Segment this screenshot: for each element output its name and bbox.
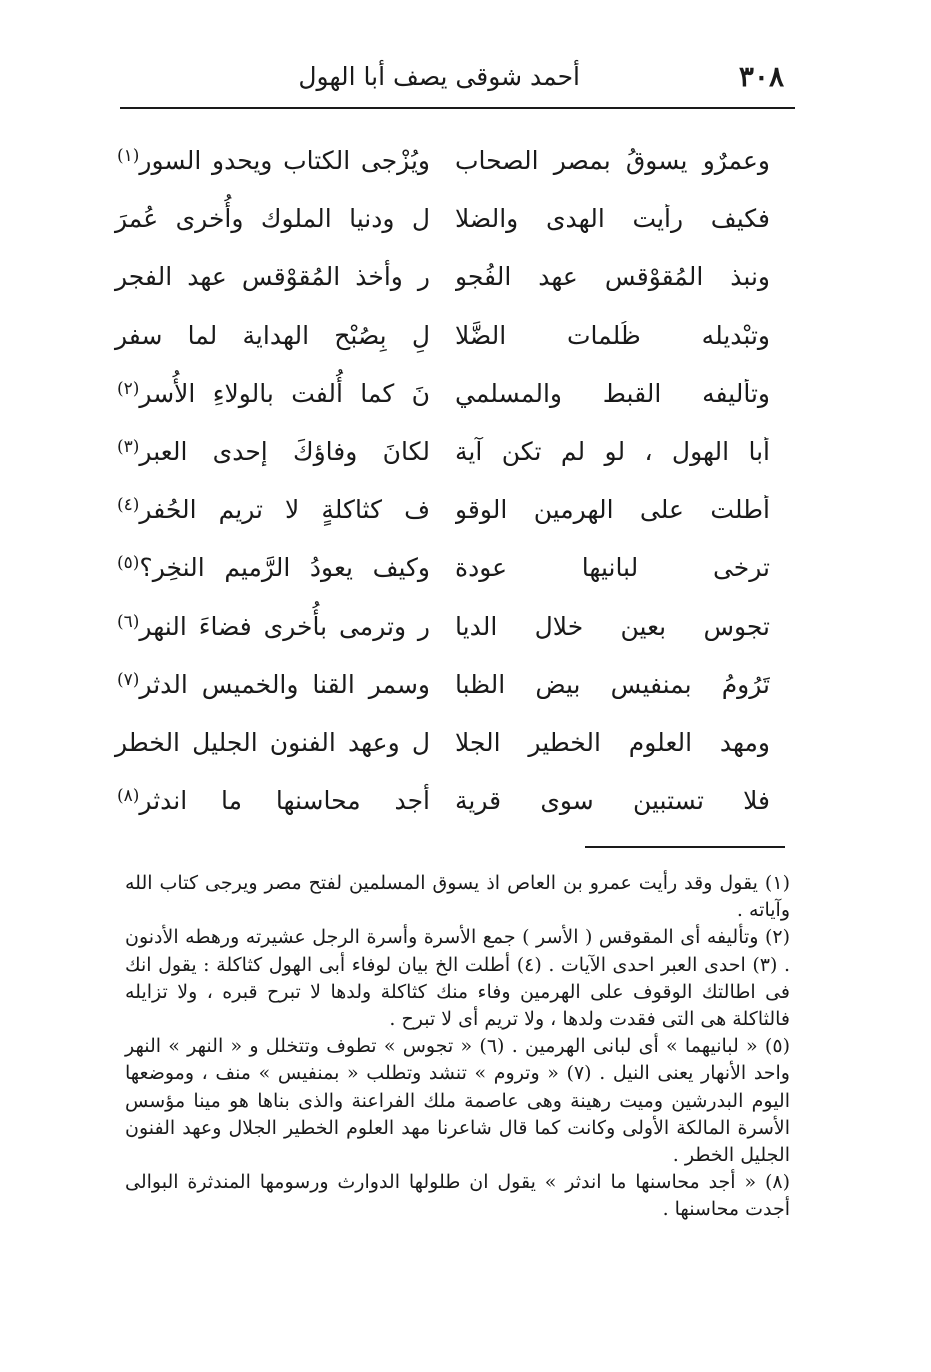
verse-second-hemistich-text: ل ودنيا الملوك وأُخرى عُمرَ bbox=[115, 204, 430, 234]
verse-second-hemistich bbox=[115, 379, 430, 408]
verse-second-hemistich bbox=[115, 204, 430, 233]
verse-line bbox=[115, 315, 770, 373]
verse-second-hemistich-text: لِ بِصُبْح الهداية لما سفر bbox=[115, 320, 430, 350]
verse-line bbox=[115, 722, 770, 780]
verse-first-hemistich: ومهد العلوم الخطير الجلا bbox=[455, 727, 770, 757]
verse-second-hemistich bbox=[115, 612, 430, 641]
verse-second-hemistich bbox=[115, 786, 430, 815]
verse-second-hemistich-text: ر وأخذ المُقوْقس عهد الفجر bbox=[115, 262, 430, 292]
header-rule bbox=[120, 107, 795, 109]
footnote-reference: (٢) bbox=[117, 378, 140, 399]
verse-first-hemistich: ونبذ المُقوْقس عهد الفُجو bbox=[455, 262, 770, 292]
verse-first-hemistich: تجوس بعين خلال الديا bbox=[455, 611, 770, 641]
verse-second-hemistich bbox=[115, 553, 430, 582]
verse-second-hemistich-text: ل وعهد الفنون الجليل الخطر bbox=[115, 727, 430, 757]
verse-line bbox=[115, 431, 770, 489]
verse-second-hemistich bbox=[115, 670, 430, 699]
footnote: (٥) « لبانيهما » أى لبانى الهرمين . (٦) « تجوس » تطوف وتتخلل و « النهر » النهر واحد الأنهار يعنى النيل . (٧) « وتروم » تنشد وتطلب « بمنفيس » منف ، وموضعها اليوم البدرشين وميت رهينة وهى عاصمة ملك الفراعنة والذى بناها هو مينا مؤسس الأسرة المالكة الأولى وكانت كما قال شاعرنا مهد العلوم الخطير الجلال وعهد الفنون الجليل الخطر . bbox=[125, 1035, 790, 1167]
footnote-rule bbox=[585, 846, 785, 848]
verse-line bbox=[115, 606, 770, 664]
verse-second-hemistich bbox=[115, 495, 430, 524]
verse-line bbox=[115, 664, 770, 722]
verse-line bbox=[115, 198, 770, 256]
footnote-reference: (٣) bbox=[117, 436, 140, 457]
verse-second-hemistich bbox=[115, 321, 430, 350]
verse-second-hemistich-text: نَ كما أُلفت بالولاءِ الأُسر bbox=[139, 378, 430, 408]
verse-first-hemistich: فلا تستبين سوى قرية bbox=[455, 786, 770, 816]
verse-first-hemistich: أطلت على الهرمين الوقو bbox=[455, 495, 770, 525]
verse-second-hemistich bbox=[115, 437, 430, 466]
verse-first-hemistich: وعمرٌو يسوقُ بمصر الصحاب bbox=[455, 146, 770, 175]
footnote-reference: (٨) bbox=[117, 786, 140, 807]
verse-second-hemistich-text: وسمر القنا والخميس الدثر bbox=[139, 669, 430, 699]
verse-first-hemistich: وتبْديله ظُلمات الضَّلا bbox=[455, 320, 770, 350]
footnote-reference: (٦) bbox=[117, 611, 140, 632]
verse-second-hemistich bbox=[115, 146, 430, 175]
poem bbox=[115, 140, 770, 838]
footnote: (٨) « أجد محاسنها ما اندثر » يقول ان طلولها الدوارث ورسومها المندثرة البوالى أجدت محاسنها . bbox=[125, 1171, 790, 1221]
footnote-reference: (١) bbox=[117, 146, 140, 166]
verse-first-hemistich: أبا الهول ، لو لم تكن آية bbox=[455, 436, 770, 466]
verse-second-hemistich-text: ف كثاكلةٍ لا تريم الحُفر bbox=[139, 495, 430, 525]
page-header bbox=[120, 58, 790, 98]
running-title: أحمد شوقى يصف أبا الهول bbox=[298, 62, 580, 91]
footnotes bbox=[125, 870, 790, 1224]
page-number: ٣٠٨ bbox=[738, 60, 784, 93]
footnote: (١) يقول وقد رأيت عمرو بن العاص اذ يسوق المسلمين لفتح مصر ويرجى كتاب الله وآياته . bbox=[125, 872, 790, 922]
verse-second-hemistich bbox=[115, 728, 430, 757]
footnote: (٢) وتأليفه أى المقوقس ( الأسر ) جمع الأسرة وأسرة الرجل عشيرته ورهطه الأدنون . (٣) احدى العبر احدى الآيات . (٤) أطلت الخ بيان لوفاء أبى الهول كثاكلة : يقول انك فى اطالتك الوقوف على الهرمين وفاء منك كثاكلة ولدها لا تبرح قبره ، ولا تزايله فالثاكلة هى التى فقدت ولدها ، ولا تريم أى لا تبرح . bbox=[125, 926, 790, 1031]
verse-line bbox=[115, 140, 770, 198]
verse-first-hemistich: فكيف رأيت الهدى والضلا bbox=[455, 204, 770, 234]
verse-line bbox=[115, 373, 770, 431]
verse-first-hemistich: تَرُومُ بمنفيس بيض الظبا bbox=[455, 669, 770, 699]
verse-line bbox=[115, 256, 770, 314]
verse-first-hemistich: وتأْليفه القبط والمسلمي bbox=[455, 378, 770, 408]
verse-second-hemistich-text: لكانَ وفاؤكَ إحدى العبر bbox=[139, 436, 430, 466]
footnote-reference: (٧) bbox=[117, 669, 140, 690]
verse-second-hemistich-text: ويُزْجى الكتاب ويحدو السور bbox=[139, 146, 430, 175]
verse-line bbox=[115, 547, 770, 605]
verse-line bbox=[115, 780, 770, 838]
verse-second-hemistich-text: أجد محاسنها ما اندثر bbox=[139, 786, 430, 816]
verse-second-hemistich bbox=[115, 262, 430, 291]
verse-second-hemistich-text: وكيف يعودُ الرَّميم النخِر؟ bbox=[139, 553, 430, 583]
verse-first-hemistich: ترخى لبانيها عودة bbox=[455, 553, 770, 583]
verse-line bbox=[115, 489, 770, 547]
footnote-reference: (٥) bbox=[117, 553, 140, 574]
footnote-reference: (٤) bbox=[117, 495, 140, 516]
verse-second-hemistich-text: ر وترمى بأُخرى فضاءَ النهر bbox=[139, 611, 430, 641]
